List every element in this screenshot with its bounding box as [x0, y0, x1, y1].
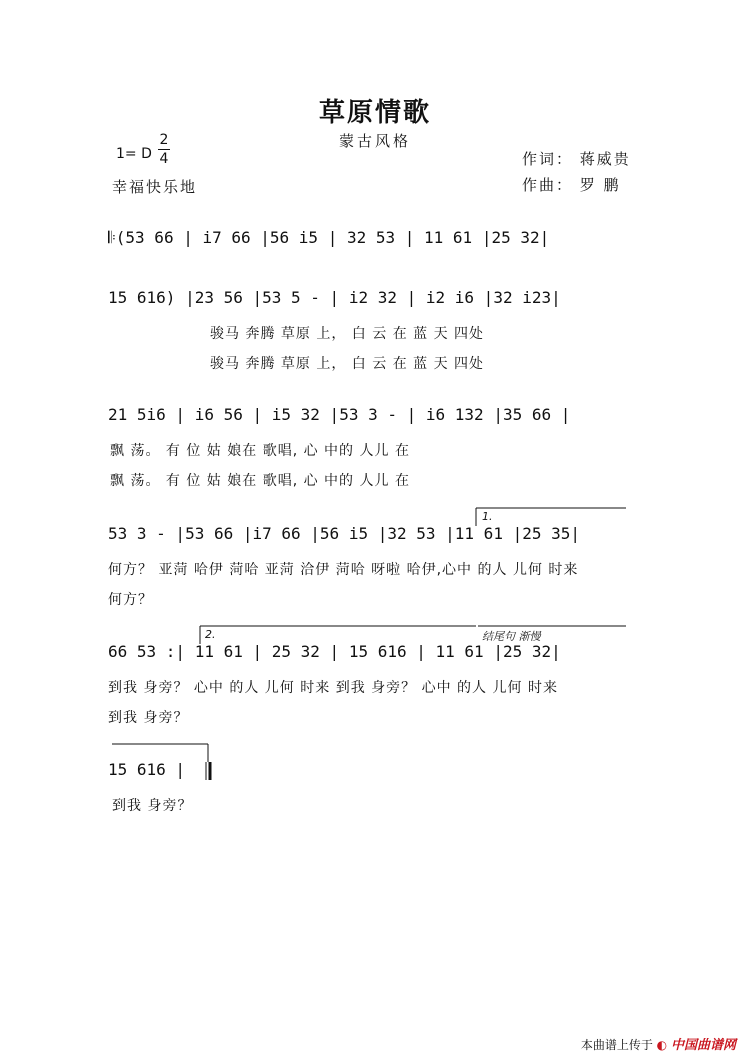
lyric-row-4-verse-1: 何方？ 亚菏 哈伊 菏哈 亚菏 洽伊 菏哈 呀啦 哈伊,心中 的人 儿何 时来: [108, 562, 579, 578]
staff-row-3: 21 5i6 | i6 56 | i5 32 |53 3 - | i6 132 |35 66 |: [108, 405, 571, 424]
lyric-row-3-verse-1: 飘 荡。 有 位 姑 娘在 歌唱, 心 中的 人儿 在: [110, 443, 410, 459]
staff-row-6: 15 616 |: [108, 760, 186, 779]
lyric-row-5-verse-1: 到我 身旁？ 心中 的人 儿何 时来 到我 身旁？ 心中 的人 儿何 时来: [108, 680, 558, 696]
coda-marking: 结尾句 渐慢: [482, 630, 541, 643]
lyric-row-3-verse-2: 飘 荡。 有 位 姑 娘在 歌唱, 心 中的 人儿 在: [110, 473, 410, 489]
staff-row-5: 66 53 :| 11 61 | 25 32 | 15 616 | 11 61 |25 32|: [108, 642, 561, 661]
time-top: 2: [159, 132, 169, 148]
composer-credit: 作曲： 罗 鹏: [522, 176, 621, 194]
volta-second-ending: 2.: [205, 628, 216, 641]
staff-row-4: 53 3 - |53 66 |i7 66 |56 i5 |32 53 |11 61 |25 35|: [108, 524, 581, 543]
staff-row-2: 15 616) |23 56 |53 5 - | i2 32 | i2 i6 |32 i23|: [108, 288, 561, 307]
lyricist-credit: 作词： 蒋威贵: [522, 150, 631, 168]
song-title: 草原情歌: [318, 98, 431, 128]
time-bottom: 4: [159, 151, 169, 167]
lyric-row-2-verse-2: 骏马 奔腾 草原 上， 白 云 在 蓝 天 四处: [210, 356, 485, 372]
lyric-row-6-verse-1: 到我 身旁？: [112, 798, 193, 814]
song-style: 蒙古风格: [338, 132, 411, 150]
footer-brand[interactable]: 中国曲谱网: [670, 1038, 736, 1053]
key-signature: 1= D: [116, 146, 152, 162]
volta-first-ending: 1.: [482, 510, 493, 523]
staff-row-1: 𝄆(53 66 | i7 66 |56 i5 | 32 53 | 11 61 |25 32|: [108, 228, 550, 247]
lyric-row-4-verse-2: 何方？: [108, 592, 153, 608]
footer-credit: [581, 1034, 736, 1053]
site-logo-icon: ◐: [656, 1038, 668, 1052]
footer-prefix: 本曲谱上传于: [580, 1038, 653, 1052]
lyric-row-2-verse-1: 骏马 奔腾 草原 上， 白 云 在 蓝 天 四处: [210, 326, 485, 342]
lyric-row-5-verse-2: 到我 身旁？: [108, 710, 189, 726]
tempo-marking: 幸福快乐地: [112, 178, 198, 196]
